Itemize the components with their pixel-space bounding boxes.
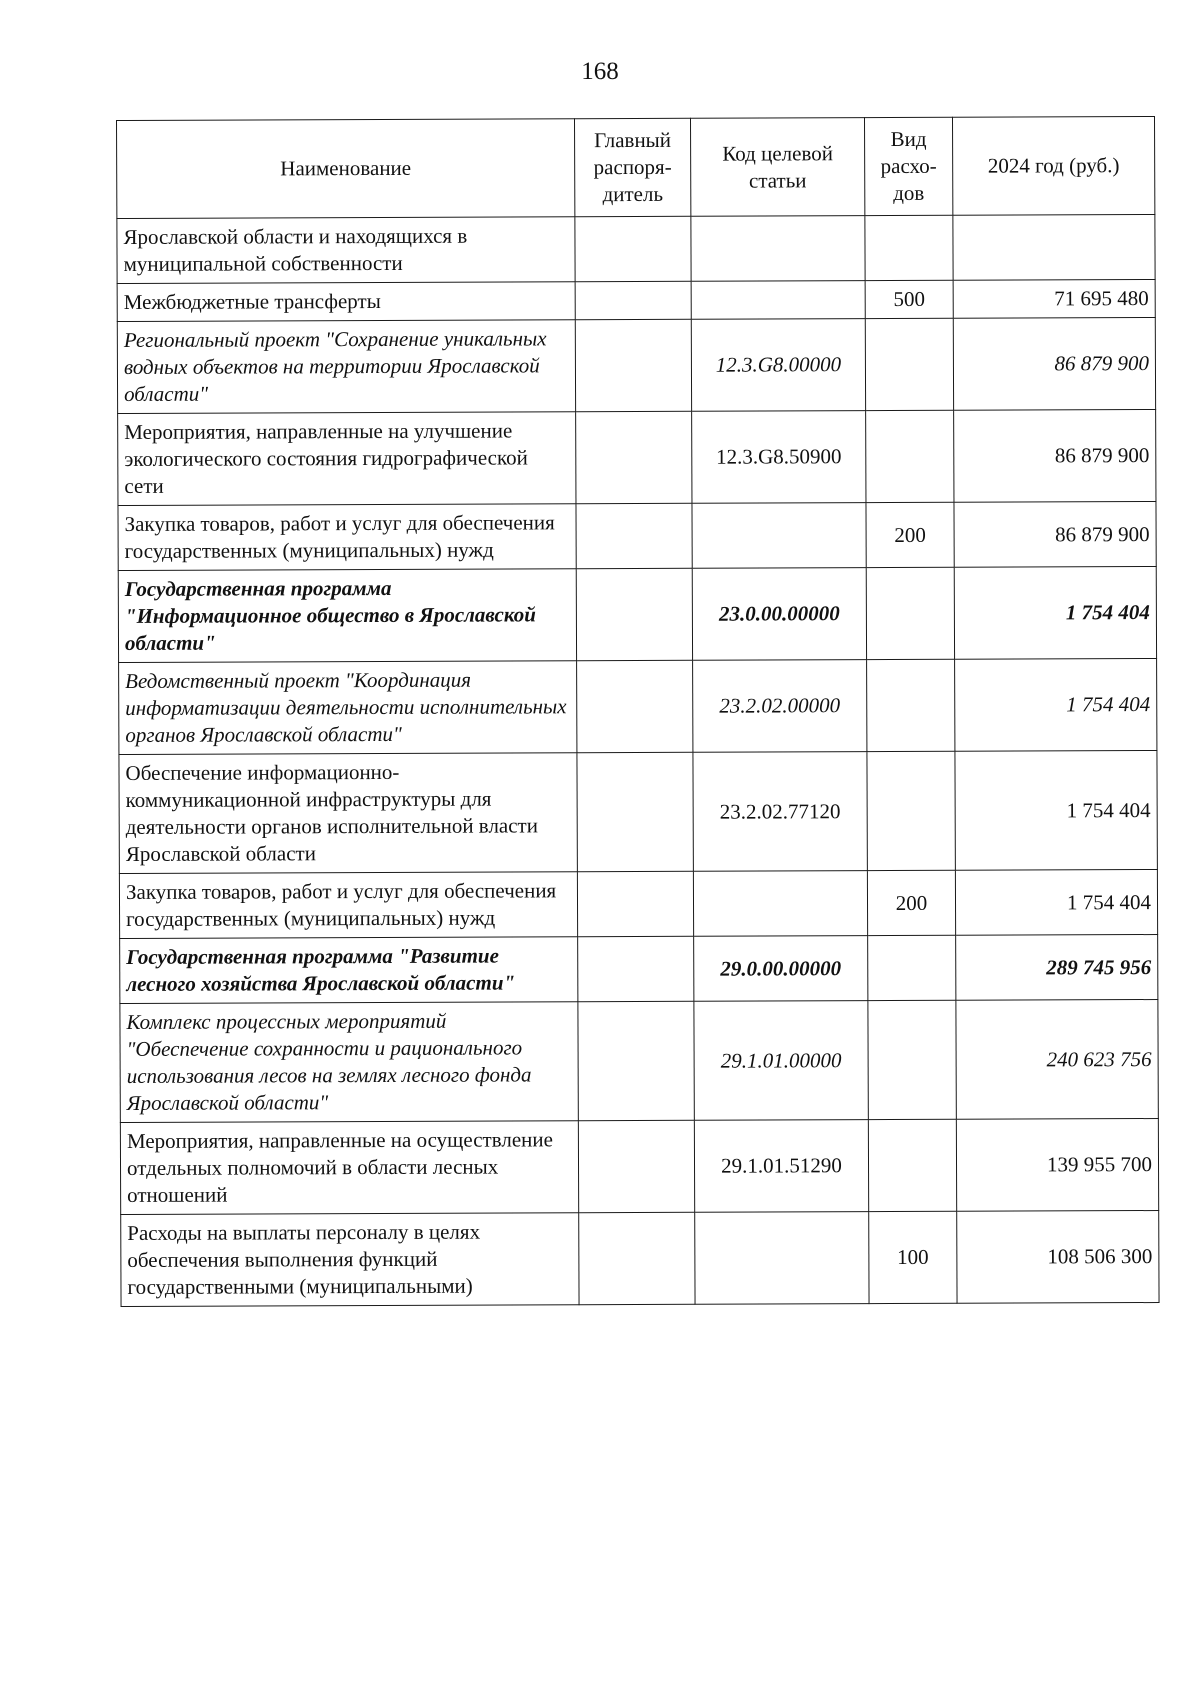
table-row	[117, 215, 1155, 284]
cell-code: 23.2.02.00000	[693, 660, 867, 753]
table-row	[120, 1000, 1158, 1123]
cell-sum: 139 955 700	[956, 1119, 1158, 1212]
cell-glav	[578, 1001, 694, 1120]
cell-vid	[868, 1119, 956, 1211]
cell-glav	[577, 871, 693, 936]
cell-glav	[577, 660, 693, 752]
cell-sum: 86 879 900	[954, 410, 1156, 503]
cell-name: Государственная программа "Развитие лесного хозяйства Ярославской области"	[120, 937, 578, 1004]
cell-sum: 108 506 300	[957, 1211, 1159, 1304]
header-code: Код целевой статьи	[690, 118, 864, 217]
cell-vid	[865, 215, 953, 280]
header-name: Наименование	[117, 119, 575, 219]
cell-name: Закупка товаров, работ и услуг для обеспечения государственных (муниципальных) нужд	[119, 872, 577, 939]
cell-sum: 86 879 900	[954, 502, 1156, 568]
table-row	[120, 1119, 1158, 1215]
cell-vid	[866, 410, 954, 502]
cell-name: Ярославской области и находящихся в муниципальной собственности	[117, 217, 575, 284]
cell-code	[693, 871, 867, 937]
cell-vid	[867, 659, 955, 751]
cell-vid: 500	[865, 280, 953, 318]
cell-code: 12.3.G8.50900	[692, 411, 866, 504]
cell-code: 29.1.01.00000	[694, 1001, 868, 1121]
cell-code: 23.0.00.00000	[692, 568, 866, 661]
table-row	[118, 410, 1156, 506]
table-row	[117, 318, 1155, 414]
cell-glav	[575, 281, 691, 319]
cell-name: Государственная программа "Информационное общество в Ярославской области"	[118, 569, 576, 663]
cell-name: Мероприятия, направленные на осуществление отдельных полномочий в области лесных отношений	[120, 1121, 578, 1215]
cell-glav	[575, 319, 691, 411]
cell-glav	[575, 216, 691, 281]
table-row	[117, 280, 1155, 322]
table-row	[120, 935, 1158, 1004]
header-glav: Главный распоря-дитель	[574, 118, 690, 216]
cell-code: 23.2.02.77120	[693, 752, 867, 872]
cell-sum: 289 745 956	[956, 935, 1158, 1001]
cell-sum: 1 754 404	[955, 870, 1157, 936]
cell-vid	[868, 935, 956, 1000]
cell-code	[691, 281, 865, 320]
cell-vid: 200	[867, 870, 955, 935]
table-header-row	[117, 117, 1155, 219]
cell-vid: 100	[869, 1211, 957, 1303]
cell-name: Обеспечение информационно-коммуникационной инфраструктуры для деятельности органов исполнительной власти Ярославской области	[119, 753, 577, 874]
cell-name: Комплекс процессных мероприятий "Обеспечение сохранности и рационального использования лесов на землях лесного фонда Ярославской области"	[120, 1002, 578, 1123]
cell-name: Ведомственный проект "Координация информатизации деятельности исполнительных органов Ярославской области"	[119, 661, 577, 755]
cell-name: Расходы на выплаты персоналу в целях обеспечения выполнения функций государственными (муниципальными)	[121, 1213, 579, 1307]
table-row	[118, 502, 1156, 571]
cell-sum: 1 754 404	[955, 751, 1157, 871]
cell-glav	[576, 411, 692, 503]
header-vid: Вид расхо-дов	[864, 117, 952, 215]
cell-sum: 71 695 480	[953, 280, 1155, 319]
table-row	[118, 567, 1156, 663]
cell-glav	[576, 568, 692, 660]
cell-sum: 86 879 900	[953, 318, 1155, 411]
cell-glav	[576, 503, 692, 568]
cell-code: 29.1.01.51290	[694, 1120, 868, 1213]
cell-vid	[865, 318, 953, 410]
cell-glav	[579, 1212, 695, 1304]
cell-vid	[867, 751, 955, 870]
cell-name: Закупка товаров, работ и услуг для обеспечения государственных (муниципальных) нужд	[118, 504, 576, 571]
cell-sum: 1 754 404	[955, 659, 1157, 752]
cell-sum: 1 754 404	[954, 567, 1156, 660]
table-row	[119, 659, 1157, 755]
header-sum: 2024 год (руб.)	[952, 117, 1154, 216]
cell-name: Мероприятия, направленные на улучшение экологического состояния гидрографической сети	[118, 412, 576, 506]
cell-code: 29.0.00.00000	[694, 936, 868, 1002]
cell-code	[695, 1212, 869, 1305]
cell-glav	[578, 1120, 694, 1212]
page-number: 168	[581, 58, 619, 85]
cell-vid: 200	[866, 502, 954, 567]
cell-code	[691, 216, 865, 282]
cell-name: Межбюджетные трансферты	[117, 282, 575, 322]
cell-code: 12.3.G8.00000	[691, 319, 865, 412]
cell-glav	[578, 936, 694, 1001]
budget-table	[116, 116, 1160, 1307]
cell-vid	[868, 1000, 956, 1119]
cell-sum	[953, 215, 1155, 281]
cell-sum: 240 623 756	[956, 1000, 1158, 1120]
cell-code	[692, 503, 866, 569]
cell-name: Региональный проект "Сохранение уникальных водных объектов на территории Ярославской области"	[117, 320, 575, 414]
cell-glav	[577, 752, 693, 871]
table-row	[119, 870, 1157, 939]
table-row	[119, 751, 1157, 874]
table-row	[121, 1211, 1159, 1307]
cell-vid	[866, 567, 954, 659]
